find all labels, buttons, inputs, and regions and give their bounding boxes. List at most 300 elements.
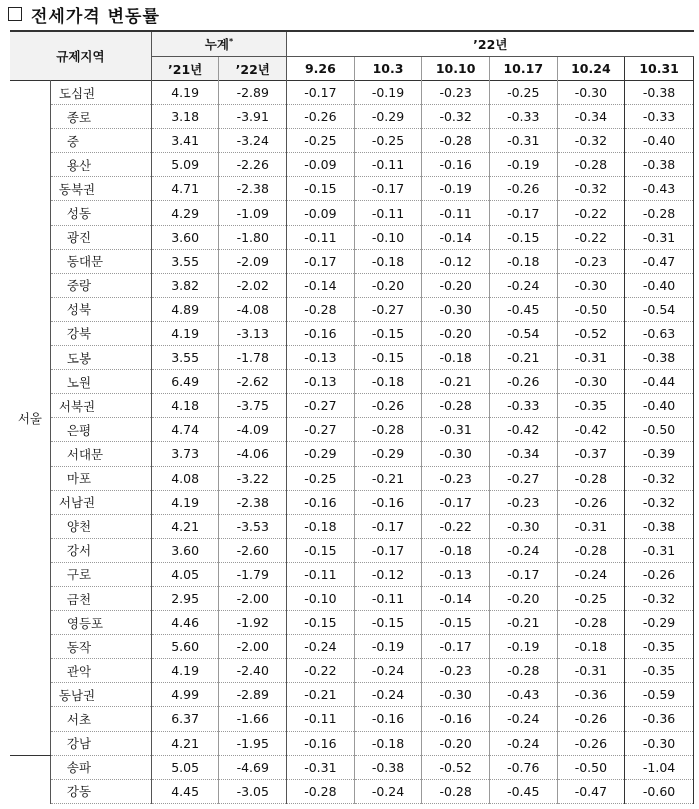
district-name: 성동 [50, 201, 151, 225]
value-cell: -0.11 [354, 201, 422, 225]
value-cell: -0.22 [287, 659, 355, 683]
value-cell: -0.31 [489, 129, 557, 153]
value-cell: -0.28 [557, 611, 625, 635]
value-cell: -0.14 [422, 586, 490, 610]
value-cell: -0.30 [557, 81, 625, 105]
value-cell: -0.24 [354, 683, 422, 707]
value-cell: -0.20 [422, 731, 490, 755]
value-cell: -0.25 [354, 129, 422, 153]
header-col-0926: 9.26 [287, 57, 355, 81]
value-cell: -0.35 [557, 394, 625, 418]
value-cell: 5.05 [151, 755, 219, 779]
value-cell: -4.69 [219, 755, 287, 779]
value-cell: -0.30 [422, 297, 490, 321]
table-row [10, 538, 694, 562]
district-name: 서대문 [50, 442, 151, 466]
value-cell: -0.31 [557, 346, 625, 370]
table-row [10, 466, 694, 490]
value-cell: -0.22 [422, 514, 490, 538]
value-cell: -0.28 [557, 153, 625, 177]
value-cell: -2.89 [219, 81, 287, 105]
value-cell: -0.24 [557, 562, 625, 586]
value-cell: -0.17 [354, 514, 422, 538]
value-cell: -0.26 [557, 731, 625, 755]
rent-price-change-table [10, 30, 694, 804]
value-cell: -0.19 [354, 635, 422, 659]
value-cell: -0.23 [557, 249, 625, 273]
header-col-1003: 10.3 [354, 57, 422, 81]
table-row [10, 635, 694, 659]
value-cell: -0.16 [287, 731, 355, 755]
value-cell: 4.29 [151, 201, 219, 225]
table-row [10, 81, 694, 105]
table-row [10, 731, 694, 755]
district-name: 영등포 [50, 611, 151, 635]
value-cell: 4.99 [151, 683, 219, 707]
value-cell: -0.18 [354, 370, 422, 394]
value-cell: -0.22 [557, 201, 625, 225]
value-cell: -3.05 [219, 779, 287, 803]
value-cell: -1.79 [219, 562, 287, 586]
table-row [10, 346, 694, 370]
value-cell: 2.95 [151, 586, 219, 610]
value-cell: -0.09 [287, 201, 355, 225]
district-name: 금천 [50, 586, 151, 610]
value-cell: -0.23 [489, 490, 557, 514]
value-cell: -0.27 [287, 394, 355, 418]
value-cell: -0.52 [557, 321, 625, 345]
value-cell: -0.16 [422, 153, 490, 177]
district-name: 송파 [50, 755, 151, 779]
value-cell: 3.60 [151, 225, 219, 249]
value-cell: 3.82 [151, 273, 219, 297]
value-cell: -0.76 [489, 755, 557, 779]
value-cell: 4.21 [151, 731, 219, 755]
table-row [10, 297, 694, 321]
value-cell: -0.22 [557, 225, 625, 249]
value-cell: -0.19 [489, 153, 557, 177]
value-cell: -0.13 [287, 370, 355, 394]
value-cell: -0.30 [625, 731, 694, 755]
value-cell: -0.29 [287, 442, 355, 466]
value-cell: -0.28 [422, 779, 490, 803]
value-cell: -0.28 [557, 466, 625, 490]
value-cell: -0.17 [287, 81, 355, 105]
value-cell: -0.24 [354, 659, 422, 683]
value-cell: -0.38 [625, 153, 694, 177]
value-cell: -2.09 [219, 249, 287, 273]
value-cell: -0.21 [489, 611, 557, 635]
value-cell: -0.26 [625, 562, 694, 586]
table-row [10, 611, 694, 635]
table-row [10, 490, 694, 514]
table-row [10, 177, 694, 201]
value-cell: -0.16 [287, 321, 355, 345]
value-cell: -0.43 [489, 683, 557, 707]
table-row [10, 201, 694, 225]
district-name: 동대문 [50, 249, 151, 273]
district-name: 강북 [50, 321, 151, 345]
district-name: 종로 [50, 105, 151, 129]
value-cell: -0.15 [489, 225, 557, 249]
value-cell: -0.38 [625, 81, 694, 105]
value-cell: -0.17 [354, 538, 422, 562]
value-cell: -0.30 [557, 273, 625, 297]
table-row [10, 586, 694, 610]
value-cell: -0.26 [287, 105, 355, 129]
value-cell: -0.11 [287, 562, 355, 586]
value-cell: 6.49 [151, 370, 219, 394]
district-name: 강남 [50, 731, 151, 755]
value-cell: -2.38 [219, 177, 287, 201]
value-cell: -0.31 [625, 538, 694, 562]
value-cell: -0.28 [422, 129, 490, 153]
header-col-1031: 10.31 [625, 57, 694, 81]
value-cell: -0.24 [489, 707, 557, 731]
value-cell: -0.54 [489, 321, 557, 345]
value-cell: -0.19 [489, 635, 557, 659]
value-cell: -0.15 [354, 346, 422, 370]
value-cell: 4.19 [151, 659, 219, 683]
value-cell: -2.38 [219, 490, 287, 514]
table-row [10, 755, 694, 779]
region-group-name: 서남권 [50, 490, 151, 514]
value-cell: -0.38 [354, 755, 422, 779]
value-cell: -0.18 [557, 635, 625, 659]
header-year-22: ’22년 [287, 31, 694, 57]
value-cell: -0.31 [625, 225, 694, 249]
value-cell: -0.20 [422, 321, 490, 345]
city-continued [10, 755, 50, 803]
value-cell: -1.78 [219, 346, 287, 370]
value-cell: -0.32 [625, 466, 694, 490]
value-cell: -0.30 [489, 514, 557, 538]
value-cell: -0.14 [422, 225, 490, 249]
region-group-name: 도심권 [50, 81, 151, 105]
value-cell: -0.26 [489, 177, 557, 201]
value-cell: 4.19 [151, 490, 219, 514]
value-cell: -0.42 [489, 418, 557, 442]
value-cell: -0.27 [354, 297, 422, 321]
value-cell: -4.06 [219, 442, 287, 466]
value-cell: -2.62 [219, 370, 287, 394]
table-body [10, 81, 694, 804]
table-row [10, 153, 694, 177]
value-cell: -0.25 [287, 129, 355, 153]
value-cell: -0.32 [557, 177, 625, 201]
value-cell: -0.21 [489, 346, 557, 370]
value-cell: -0.52 [422, 755, 490, 779]
value-cell: -3.91 [219, 105, 287, 129]
value-cell: 4.05 [151, 562, 219, 586]
value-cell: -0.16 [287, 490, 355, 514]
value-cell: -0.18 [287, 514, 355, 538]
value-cell: -1.09 [219, 201, 287, 225]
value-cell: -0.29 [354, 105, 422, 129]
value-cell: -0.18 [489, 249, 557, 273]
value-cell: -0.32 [422, 105, 490, 129]
table-row [10, 683, 694, 707]
value-cell: -0.26 [557, 707, 625, 731]
value-cell: -0.13 [287, 346, 355, 370]
value-cell: -0.21 [354, 466, 422, 490]
value-cell: -0.40 [625, 394, 694, 418]
value-cell: -0.33 [489, 105, 557, 129]
value-cell: -0.12 [354, 562, 422, 586]
value-cell: -1.66 [219, 707, 287, 731]
value-cell: -0.15 [287, 611, 355, 635]
district-name: 서초 [50, 707, 151, 731]
value-cell: -1.80 [219, 225, 287, 249]
value-cell: -2.26 [219, 153, 287, 177]
value-cell: -0.19 [422, 177, 490, 201]
value-cell: -0.34 [557, 105, 625, 129]
value-cell: -0.40 [625, 273, 694, 297]
value-cell: 4.71 [151, 177, 219, 201]
table-row [10, 707, 694, 731]
header-col-21: ’21년 [151, 57, 219, 81]
value-cell: -0.63 [625, 321, 694, 345]
value-cell: -0.17 [489, 562, 557, 586]
value-cell: -3.53 [219, 514, 287, 538]
value-cell: -0.20 [422, 273, 490, 297]
value-cell: -0.23 [422, 81, 490, 105]
value-cell: -0.28 [287, 779, 355, 803]
checkbox-square-icon [8, 7, 22, 21]
district-name: 마포 [50, 466, 151, 490]
value-cell: -0.28 [354, 418, 422, 442]
header-col-1017: 10.17 [489, 57, 557, 81]
value-cell: -0.30 [422, 683, 490, 707]
value-cell: 3.41 [151, 129, 219, 153]
value-cell: -0.33 [489, 394, 557, 418]
value-cell: -0.18 [354, 731, 422, 755]
district-name: 구로 [50, 562, 151, 586]
value-cell: -0.23 [422, 659, 490, 683]
value-cell: -0.23 [422, 466, 490, 490]
value-cell: -0.11 [287, 225, 355, 249]
value-cell: 4.19 [151, 321, 219, 345]
value-cell: -0.26 [354, 394, 422, 418]
value-cell: -0.16 [354, 490, 422, 514]
value-cell: -0.35 [625, 659, 694, 683]
value-cell: -0.38 [625, 514, 694, 538]
value-cell: -0.19 [354, 81, 422, 105]
value-cell: -0.32 [557, 129, 625, 153]
table-row [10, 514, 694, 538]
value-cell: -0.09 [287, 153, 355, 177]
value-cell: 4.74 [151, 418, 219, 442]
value-cell: -0.39 [625, 442, 694, 466]
district-name: 관악 [50, 659, 151, 683]
value-cell: -0.32 [625, 490, 694, 514]
value-cell: -0.54 [625, 297, 694, 321]
value-cell: -0.24 [354, 779, 422, 803]
value-cell: -0.24 [489, 731, 557, 755]
table-row [10, 129, 694, 153]
district-name: 강동 [50, 779, 151, 803]
value-cell: -0.29 [625, 611, 694, 635]
value-cell: -0.26 [489, 370, 557, 394]
table-row [10, 394, 694, 418]
district-name: 용산 [50, 153, 151, 177]
value-cell: -0.26 [557, 490, 625, 514]
value-cell: -0.44 [625, 370, 694, 394]
value-cell: -3.24 [219, 129, 287, 153]
value-cell: -0.11 [354, 153, 422, 177]
district-name: 광진 [50, 225, 151, 249]
district-name: 동작 [50, 635, 151, 659]
value-cell: -0.12 [422, 249, 490, 273]
value-cell: -2.60 [219, 538, 287, 562]
value-cell: -0.11 [422, 201, 490, 225]
value-cell: -0.15 [287, 177, 355, 201]
region-group-name: 동남권 [50, 683, 151, 707]
value-cell: 4.21 [151, 514, 219, 538]
table-row [10, 370, 694, 394]
value-cell: -0.15 [354, 321, 422, 345]
value-cell: -0.33 [625, 105, 694, 129]
table-row [10, 562, 694, 586]
value-cell: -3.22 [219, 466, 287, 490]
value-cell: -0.45 [489, 779, 557, 803]
header-col-22: ’22년 [219, 57, 287, 81]
value-cell: -0.31 [557, 514, 625, 538]
value-cell: -0.17 [422, 635, 490, 659]
value-cell: -0.27 [287, 418, 355, 442]
value-cell: -0.31 [287, 755, 355, 779]
table-row [10, 321, 694, 345]
header-col-1010: 10.10 [422, 57, 490, 81]
value-cell: 5.60 [151, 635, 219, 659]
value-cell: -0.20 [354, 273, 422, 297]
value-cell: -0.24 [489, 538, 557, 562]
value-cell: -0.25 [489, 81, 557, 105]
value-cell: -0.37 [557, 442, 625, 466]
value-cell: 3.55 [151, 249, 219, 273]
value-cell: 3.18 [151, 105, 219, 129]
header-cumulative [151, 31, 286, 57]
value-cell: -0.47 [625, 249, 694, 273]
value-cell: -2.40 [219, 659, 287, 683]
table-row [10, 779, 694, 803]
value-cell: -0.35 [625, 635, 694, 659]
value-cell: -0.30 [422, 442, 490, 466]
district-name: 중 [50, 129, 151, 153]
title-text: 전세가격 변동률 [31, 6, 160, 27]
value-cell: -0.17 [354, 177, 422, 201]
value-cell: -0.32 [625, 586, 694, 610]
value-cell: -3.13 [219, 321, 287, 345]
value-cell: 3.60 [151, 538, 219, 562]
value-cell: -0.28 [287, 297, 355, 321]
value-cell: -0.20 [489, 586, 557, 610]
header-cumulative-mark: * [228, 36, 234, 46]
value-cell: -0.42 [557, 418, 625, 442]
value-cell: -2.89 [219, 683, 287, 707]
header-col-1024: 10.24 [557, 57, 625, 81]
value-cell: -0.17 [287, 249, 355, 273]
table-row [10, 225, 694, 249]
region-group-name: 서북권 [50, 394, 151, 418]
value-cell: 4.46 [151, 611, 219, 635]
value-cell: -0.15 [287, 538, 355, 562]
value-cell: -0.18 [422, 538, 490, 562]
district-name: 은평 [50, 418, 151, 442]
value-cell: -0.18 [354, 249, 422, 273]
table-row [10, 418, 694, 442]
value-cell: -0.14 [287, 273, 355, 297]
value-cell: 4.18 [151, 394, 219, 418]
value-cell: -0.17 [422, 490, 490, 514]
value-cell: -0.15 [422, 611, 490, 635]
value-cell: -0.10 [354, 225, 422, 249]
value-cell: -0.21 [422, 370, 490, 394]
value-cell: -0.34 [489, 442, 557, 466]
value-cell: -0.28 [489, 659, 557, 683]
value-cell: 4.89 [151, 297, 219, 321]
value-cell: -0.25 [557, 586, 625, 610]
value-cell: -2.02 [219, 273, 287, 297]
district-name: 양천 [50, 514, 151, 538]
value-cell: 3.55 [151, 346, 219, 370]
table-row [10, 273, 694, 297]
value-cell: -0.45 [489, 297, 557, 321]
value-cell: -0.28 [557, 538, 625, 562]
value-cell: -0.15 [354, 611, 422, 635]
value-cell: 4.08 [151, 466, 219, 490]
value-cell: -0.36 [625, 707, 694, 731]
value-cell: -0.25 [287, 466, 355, 490]
header-region: 규제지역 [10, 31, 151, 81]
value-cell: -0.31 [422, 418, 490, 442]
region-group-name: 동북권 [50, 177, 151, 201]
value-cell: -2.00 [219, 586, 287, 610]
value-cell: -1.04 [625, 755, 694, 779]
value-cell: -0.43 [625, 177, 694, 201]
value-cell: -0.10 [287, 586, 355, 610]
district-name: 성북 [50, 297, 151, 321]
value-cell: -0.40 [625, 129, 694, 153]
value-cell: -0.50 [625, 418, 694, 442]
city-label: 서울 [10, 81, 50, 756]
value-cell: -0.11 [354, 586, 422, 610]
value-cell: 3.73 [151, 442, 219, 466]
value-cell: -0.59 [625, 683, 694, 707]
value-cell: -0.38 [625, 346, 694, 370]
district-name: 강서 [50, 538, 151, 562]
value-cell: 4.19 [151, 81, 219, 105]
table-row [10, 249, 694, 273]
value-cell: -0.17 [489, 201, 557, 225]
value-cell: -4.09 [219, 418, 287, 442]
value-cell: -0.28 [422, 394, 490, 418]
district-name: 도봉 [50, 346, 151, 370]
value-cell: -0.18 [422, 346, 490, 370]
value-cell: 4.45 [151, 779, 219, 803]
value-cell: -0.28 [625, 201, 694, 225]
value-cell: -0.47 [557, 779, 625, 803]
value-cell: -0.30 [557, 370, 625, 394]
value-cell: -0.21 [287, 683, 355, 707]
value-cell: -0.50 [557, 297, 625, 321]
value-cell: -0.36 [557, 683, 625, 707]
header-cumulative-label: 누계 [204, 37, 229, 52]
value-cell: -0.24 [489, 273, 557, 297]
district-name: 중랑 [50, 273, 151, 297]
value-cell: 5.09 [151, 153, 219, 177]
value-cell: 6.37 [151, 707, 219, 731]
